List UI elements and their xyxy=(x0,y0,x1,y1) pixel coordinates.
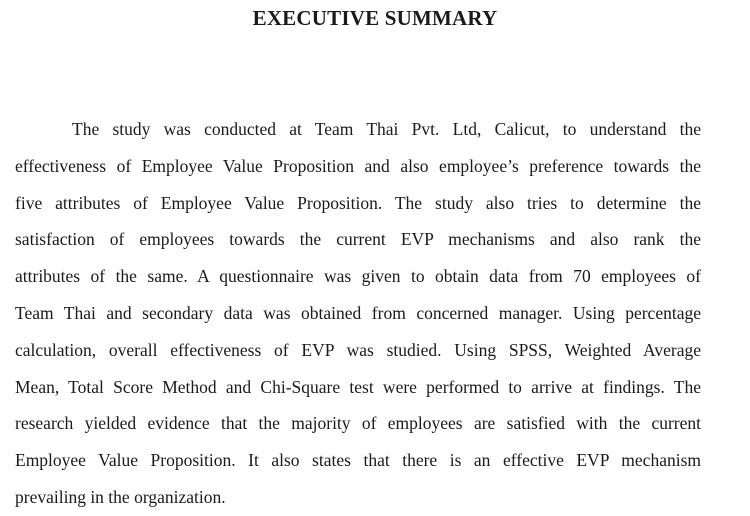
paragraph-line: The study was conducted at Team Thai Pvt. Ltd, Calicut, to understand the xyxy=(72,119,701,139)
summary-paragraph xyxy=(15,111,701,516)
paragraph-line: Team Thai and secondary data was obtained from concerned manager. Using percentage xyxy=(15,302,701,323)
paragraph-line: research yielded evidence that the majority of employees are satisfied with the current xyxy=(15,413,701,434)
paragraph-line: Mean, Total Score Method and Chi-Square test were performed to arrive at findings. The xyxy=(15,376,701,397)
paragraph-line: satisfaction of employees towards the current EVP mechanisms and also rank the xyxy=(15,229,701,250)
paragraph-line: prevailing in the organization. xyxy=(15,486,226,507)
paragraph-line: calculation, overall effectiveness of EVP was studied. Using SPSS, Weighted Average xyxy=(15,339,701,360)
paragraph-line: Employee Value Proposition. It also states that there is an effective EVP mechanism xyxy=(15,450,701,471)
paragraph-line: attributes of the same. A questionnaire was given to obtain data from 70 employees of xyxy=(15,266,701,287)
paragraph-line: five attributes of Employee Value Proposition. The study also tries to determine the xyxy=(15,192,701,213)
paragraph-line: effectiveness of Employee Value Proposition and also employee’s preference towards the xyxy=(15,155,701,176)
page-title: EXECUTIVE SUMMARY xyxy=(252,6,498,30)
